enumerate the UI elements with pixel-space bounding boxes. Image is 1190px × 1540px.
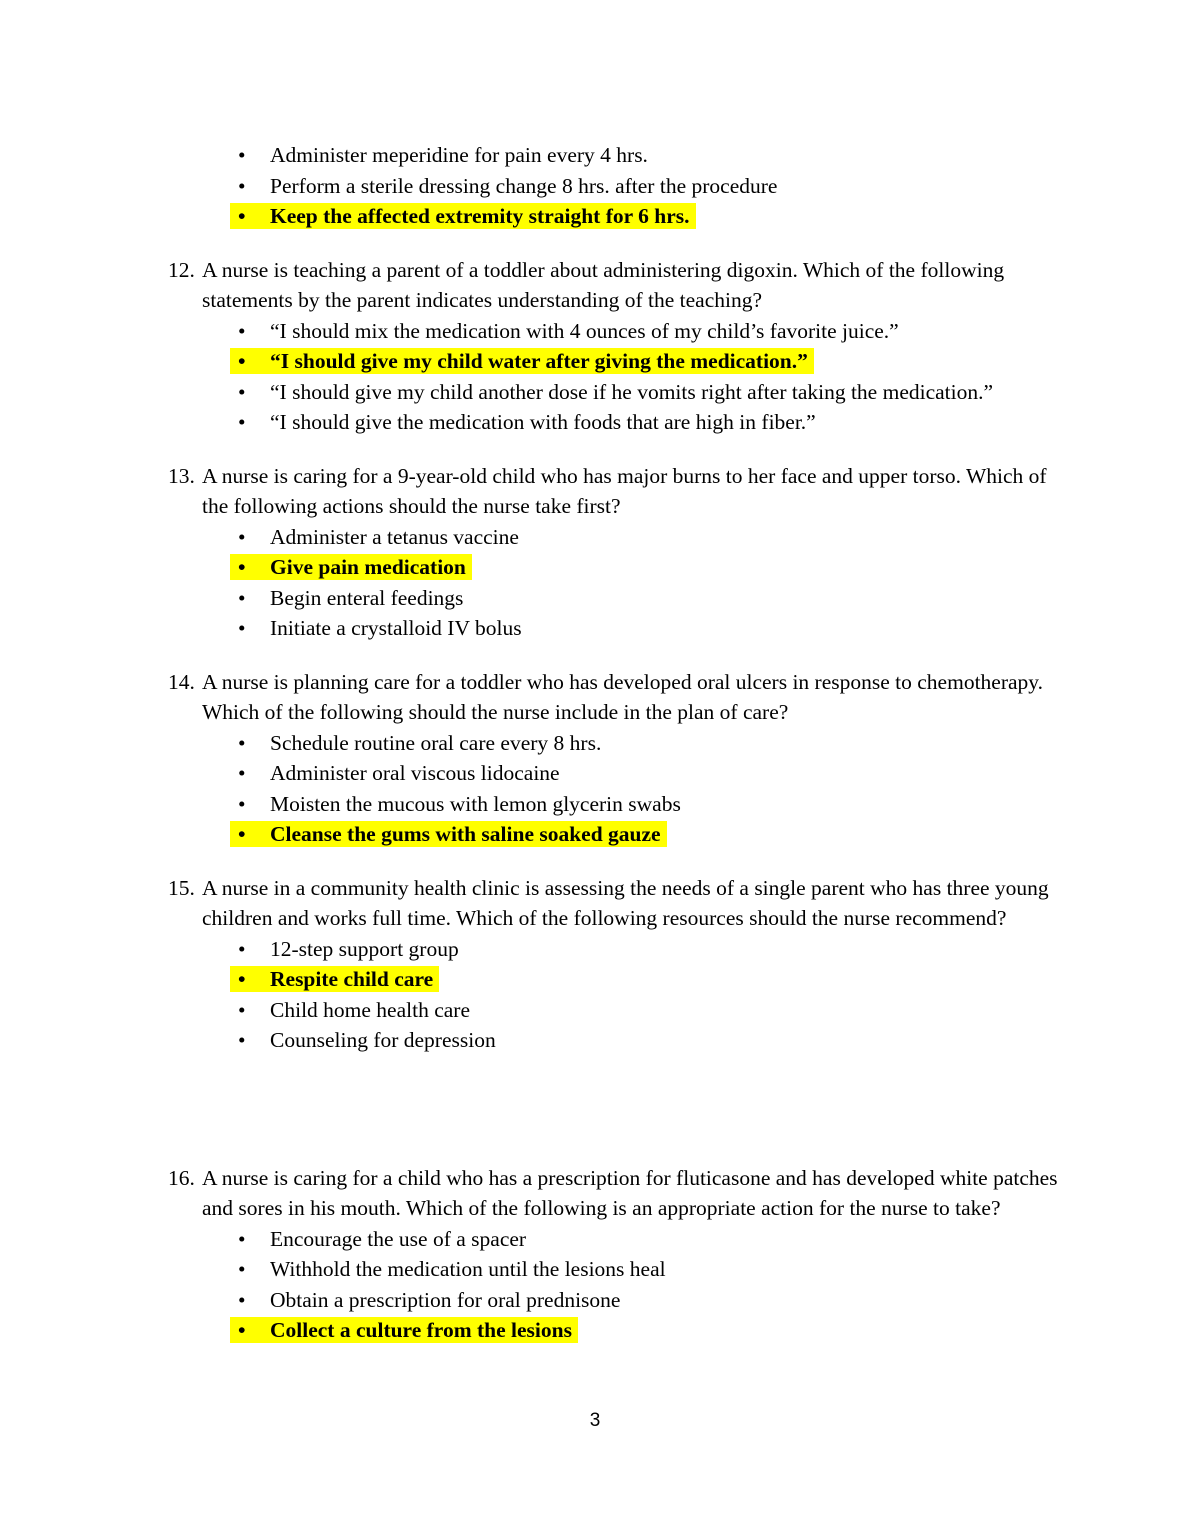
option-row bbox=[238, 346, 1060, 377]
option-text: “I should give my child water after giving the medication.” bbox=[270, 349, 808, 373]
option-text: “I should mix the medication with 4 ounces of my child’s favorite juice.” bbox=[270, 318, 899, 343]
answer-option bbox=[238, 1257, 666, 1281]
option-row bbox=[238, 377, 1060, 408]
question-number: 12. bbox=[168, 257, 195, 282]
question-block bbox=[168, 1163, 1060, 1346]
answer-option bbox=[238, 525, 519, 549]
option-row bbox=[238, 1025, 1060, 1056]
answer-option-highlighted bbox=[230, 203, 696, 229]
answer-option bbox=[238, 380, 993, 404]
option-text: Administer a tetanus vaccine bbox=[270, 524, 519, 549]
answer-option-highlighted bbox=[230, 554, 472, 580]
bullet-icon: • bbox=[238, 1028, 246, 1052]
option-row bbox=[238, 140, 1060, 171]
question-block bbox=[168, 255, 1060, 438]
answer-option bbox=[238, 143, 648, 167]
question-number: 14. bbox=[168, 669, 195, 694]
option-row bbox=[238, 613, 1060, 644]
option-text: Withhold the medication until the lesions heal bbox=[270, 1257, 666, 1281]
option-row bbox=[238, 1224, 1060, 1255]
option-text: “I should give the medication with foods that are high in fiber.” bbox=[270, 410, 816, 434]
answer-option-highlighted bbox=[230, 821, 667, 847]
option-row bbox=[238, 171, 1060, 202]
answer-option bbox=[238, 319, 899, 343]
bullet-icon: • bbox=[238, 1257, 246, 1281]
questions-container bbox=[168, 140, 1060, 1369]
question-text bbox=[168, 255, 1060, 316]
answer-option-highlighted bbox=[230, 348, 814, 374]
option-row bbox=[238, 934, 1060, 965]
bullet-icon: • bbox=[238, 379, 246, 404]
question-body-text: A nurse is planning care for a toddler who has developed oral ulcers in response to chemotherapy. Which of the following should the nurse include in the plan of care? bbox=[202, 669, 1044, 724]
question-block bbox=[168, 873, 1060, 1056]
question-body-text: A nurse is caring for a 9-year-old child who has major burns to her face and upper torso. Which of the following actions should the nurse take first? bbox=[202, 463, 1047, 518]
option-row bbox=[238, 819, 1060, 850]
option-text: Begin enteral feedings bbox=[270, 585, 464, 610]
answer-option-highlighted bbox=[230, 966, 439, 992]
bullet-icon: • bbox=[238, 524, 246, 549]
answer-option bbox=[238, 1028, 496, 1052]
option-row bbox=[238, 522, 1060, 553]
option-row bbox=[238, 758, 1060, 789]
option-text: Perform a sterile dressing change 8 hrs. after the procedure bbox=[270, 173, 778, 198]
option-text: Keep the affected extremity straight for 6 hrs. bbox=[270, 204, 690, 228]
option-text: Cleanse the gums with saline soaked gauze bbox=[270, 822, 661, 846]
bullet-icon: • bbox=[238, 1287, 246, 1312]
answer-option bbox=[238, 761, 560, 785]
question-body-text: A nurse is caring for a child who has a prescription for fluticasone and has developed white patches and sores in his mouth. Which of the following is an appropriate action for the nurse to take? bbox=[202, 1165, 1058, 1220]
option-row bbox=[238, 1285, 1060, 1316]
answer-option bbox=[238, 586, 463, 610]
option-row bbox=[238, 964, 1060, 995]
bullet-icon: • bbox=[238, 349, 246, 373]
option-text: “I should give my child another dose if he vomits right after taking the medication.” bbox=[270, 379, 994, 404]
question-text bbox=[168, 461, 1060, 522]
option-text: 12-step support group bbox=[270, 936, 459, 961]
answer-option bbox=[238, 792, 681, 816]
option-text: Administer meperidine for pain every 4 hrs. bbox=[270, 143, 648, 167]
bullet-icon: • bbox=[238, 410, 246, 434]
option-row bbox=[238, 407, 1060, 438]
option-text: Collect a culture from the lesions bbox=[270, 1318, 572, 1342]
answer-option bbox=[238, 616, 522, 640]
option-text: Encourage the use of a spacer bbox=[270, 1226, 527, 1251]
bullet-icon: • bbox=[238, 555, 246, 579]
question-text bbox=[168, 667, 1060, 728]
answer-option bbox=[238, 410, 816, 434]
option-row bbox=[238, 552, 1060, 583]
option-row bbox=[238, 583, 1060, 614]
bullet-icon: • bbox=[238, 1318, 246, 1342]
option-text: Obtain a prescription for oral prednisone bbox=[270, 1287, 621, 1312]
bullet-icon: • bbox=[238, 585, 246, 610]
bullet-icon: • bbox=[238, 1226, 246, 1251]
answer-option bbox=[238, 731, 601, 755]
question-block bbox=[168, 461, 1060, 644]
bullet-icon: • bbox=[238, 997, 246, 1022]
answer-option-highlighted bbox=[230, 1317, 578, 1343]
answer-option bbox=[238, 1227, 526, 1251]
question-number: 15. bbox=[168, 875, 195, 900]
option-row bbox=[238, 201, 1060, 232]
bullet-icon: • bbox=[238, 173, 246, 198]
question-text bbox=[168, 1163, 1060, 1224]
option-row bbox=[238, 728, 1060, 759]
question-body-text: A nurse is teaching a parent of a toddler about administering digoxin. Which of the following statements by the parent indicates understanding of the teaching? bbox=[202, 257, 1005, 312]
question-body-text: A nurse in a community health clinic is assessing the needs of a single parent who has three young children and works full time. Which of the following resources should the nurse recommend? bbox=[202, 875, 1049, 930]
question-text bbox=[168, 873, 1060, 934]
option-text: Administer oral viscous lidocaine bbox=[270, 761, 560, 785]
answer-option bbox=[238, 937, 459, 961]
option-row bbox=[238, 316, 1060, 347]
option-row bbox=[238, 1315, 1060, 1346]
option-row bbox=[238, 1254, 1060, 1285]
bullet-icon: • bbox=[238, 761, 246, 785]
answer-option bbox=[238, 174, 777, 198]
bullet-icon: • bbox=[238, 791, 246, 816]
bullet-icon: • bbox=[238, 730, 246, 755]
bullet-icon: • bbox=[238, 616, 246, 640]
option-row bbox=[238, 995, 1060, 1026]
bullet-icon: • bbox=[238, 143, 246, 167]
answer-option bbox=[238, 998, 470, 1022]
answer-option bbox=[238, 1288, 620, 1312]
bullet-icon: • bbox=[238, 936, 246, 961]
question-block bbox=[168, 140, 1060, 232]
option-text: Moisten the mucous with lemon glycerin swabs bbox=[270, 791, 681, 816]
question-number: 13. bbox=[168, 463, 195, 488]
option-text: Counseling for depression bbox=[270, 1028, 496, 1052]
option-text: Respite child care bbox=[270, 967, 434, 991]
bullet-icon: • bbox=[238, 967, 246, 991]
bullet-icon: • bbox=[238, 822, 246, 846]
option-text: Child home health care bbox=[270, 997, 470, 1022]
bullet-icon: • bbox=[238, 318, 246, 343]
option-text: Initiate a crystalloid IV bolus bbox=[270, 616, 522, 640]
option-row bbox=[238, 789, 1060, 820]
question-number: 16. bbox=[168, 1165, 195, 1190]
option-text: Schedule routine oral care every 8 hrs. bbox=[270, 730, 602, 755]
page-number: 3 bbox=[589, 1410, 601, 1431]
question-block bbox=[168, 667, 1060, 850]
bullet-icon: • bbox=[238, 204, 246, 228]
option-text: Give pain medication bbox=[270, 555, 466, 579]
